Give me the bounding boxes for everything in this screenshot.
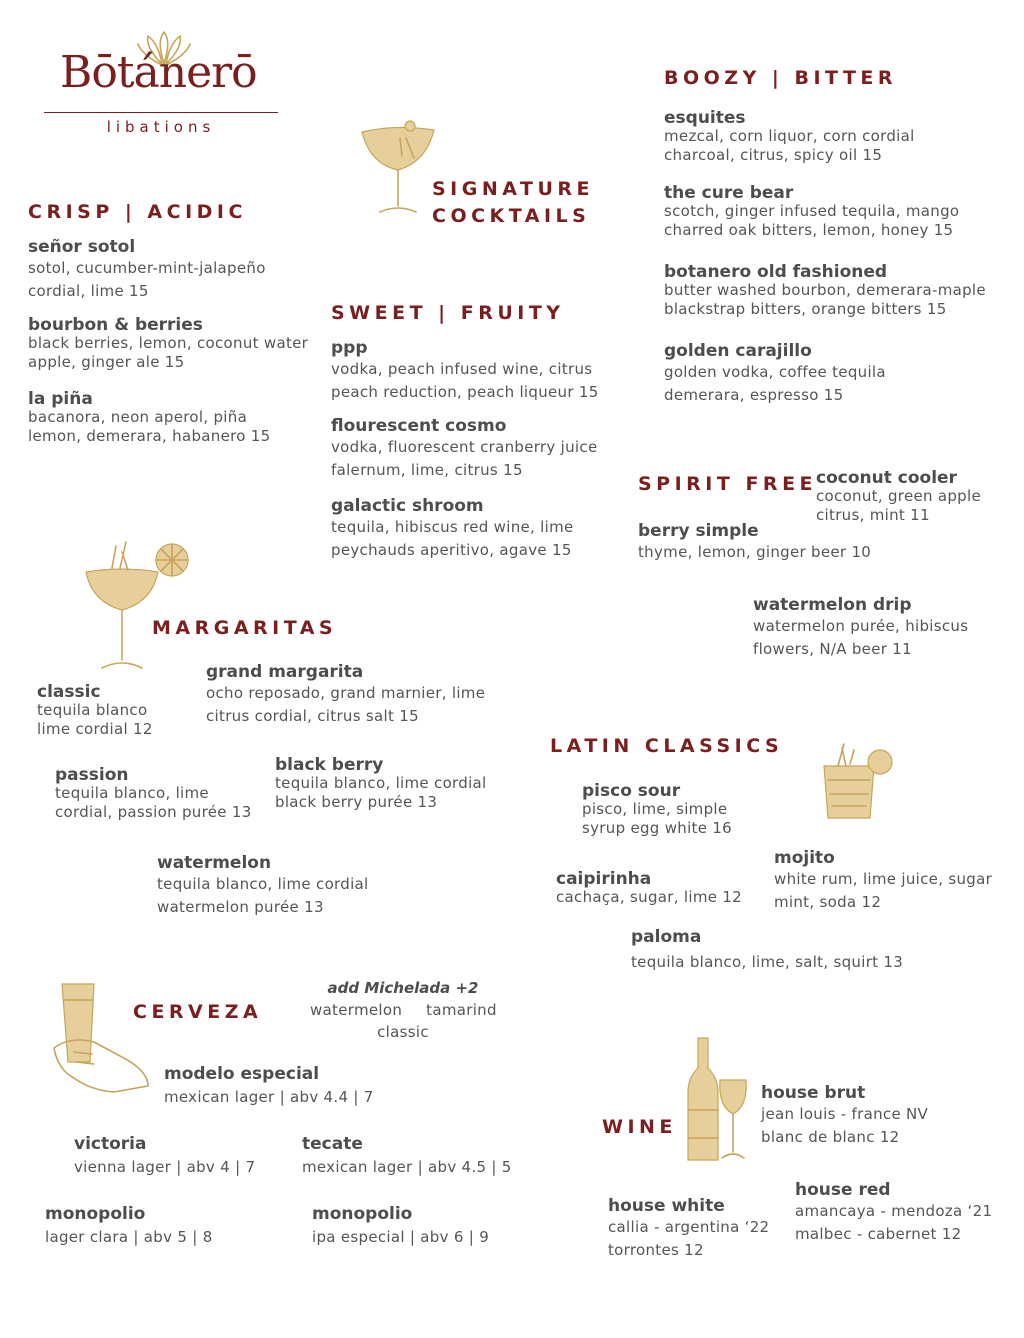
menu-item: house brut jean louis - france NV blanc de blanc 12 bbox=[761, 1083, 929, 1146]
menu-item: watermelon tequila blanco, lime cordial watermelon purée 13 bbox=[157, 853, 369, 916]
menu-item: house red amancaya - mendoza ‘21 malbec - cabernet 12 bbox=[795, 1180, 993, 1243]
section-title-cerveza: CERVEZA bbox=[133, 1001, 263, 1023]
menu-item: monopolio ipa especial | abv 6 | 9 bbox=[312, 1204, 490, 1246]
section-title-boozy: BOOZY | BITTER bbox=[664, 67, 898, 89]
menu-item: botanero old fashioned butter washed bourbon, demerara-maple blackstrap bitters, orange bitters 15 bbox=[664, 262, 986, 318]
menu-item: bourbon & berries black berries, lemon, coconut water apple, ginger ale 15 bbox=[28, 315, 309, 371]
menu-item: tecate mexican lager | abv 4.5 | 5 bbox=[302, 1134, 512, 1176]
menu-item: victoria vienna lager | abv 4 | 7 bbox=[74, 1134, 256, 1176]
menu-item: ppp vodka, peach infused wine, citrus peach reduction, peach liqueur 15 bbox=[331, 338, 599, 401]
section-title-latin: LATIN CLASSICS bbox=[550, 735, 784, 757]
beer-glass-hand-icon bbox=[50, 978, 154, 1096]
logo-divider bbox=[44, 112, 278, 113]
menu-item: passion tequila blanco, lime cordial, passion purée 13 bbox=[55, 765, 252, 821]
menu-item: berry simple thyme, lemon, ginger beer 10 bbox=[638, 521, 872, 561]
menu-item: la piña bacanora, neon aperol, piña lemon, demerara, habanero 15 bbox=[28, 389, 271, 445]
menu-item: pisco sour pisco, lime, simple syrup egg white 16 bbox=[582, 781, 733, 837]
menu-item: black berry tequila blanco, lime cordial black berry purée 13 bbox=[275, 755, 487, 811]
brand-name: Bōtánerō bbox=[60, 47, 257, 98]
section-title-signature: SIGNATURE COCKTAILS bbox=[432, 178, 594, 227]
margarita-glass-icon bbox=[82, 538, 194, 674]
menu-item: esquites mezcal, corn liquor, corn cordial charcoal, citrus, spicy oil 15 bbox=[664, 108, 915, 164]
section-title-spirit-free: SPIRIT FREE bbox=[638, 473, 818, 495]
menu-item: classic tequila blanco lime cordial 12 bbox=[37, 682, 153, 738]
michelada-note: add Michelada +2 watermelon tamarind classic bbox=[310, 979, 497, 1041]
rocks-glass-icon bbox=[818, 740, 896, 822]
menu-item: watermelon drip watermelon purée, hibiscus flowers, N/A beer 11 bbox=[753, 595, 969, 658]
menu-item: señor sotol sotol, cucumber-mint-jalapeño cordial, lime 15 bbox=[28, 237, 266, 300]
menu-item: coconut cooler coconut, green apple citrus, mint 11 bbox=[816, 468, 982, 524]
section-title-sweet: SWEET | FRUITY bbox=[331, 302, 565, 324]
menu-item: flourescent cosmo vodka, fluorescent cranberry juice falernum, lime, citrus 15 bbox=[331, 416, 598, 479]
section-title-wine: WINE bbox=[602, 1116, 677, 1138]
section-title-crisp: CRISP | ACIDIC bbox=[28, 201, 247, 223]
wine-bottle-glass-icon bbox=[686, 1034, 750, 1164]
menu-item: golden carajillo golden vodka, coffee tequila demerara, espresso 15 bbox=[664, 341, 886, 404]
menu-item: grand margarita ocho reposado, grand marnier, lime citrus cordial, citrus salt 15 bbox=[206, 662, 486, 725]
logo bbox=[44, 30, 278, 140]
section-title-margaritas: MARGARITAS bbox=[152, 617, 338, 639]
menu-item: paloma tequila blanco, lime, salt, squirt 13 bbox=[631, 927, 904, 971]
brand-tagline: libations bbox=[106, 118, 216, 136]
menu-item: monopolio lager clara | abv 5 | 8 bbox=[45, 1204, 213, 1246]
menu-item: mojito white rum, lime juice, sugar mint, soda 12 bbox=[774, 848, 993, 911]
menu-item: modelo especial mexican lager | abv 4.4 | 7 bbox=[164, 1064, 374, 1106]
menu-item: galactic shroom tequila, hibiscus red wine, lime peychauds aperitivo, agave 15 bbox=[331, 496, 574, 559]
coupe-glass-icon bbox=[356, 118, 440, 220]
menu-item: house white callia - argentina ‘22 torrontes 12 bbox=[608, 1196, 770, 1259]
menu-item: caipirinha cachaça, sugar, lime 12 bbox=[556, 869, 743, 906]
menu-item: the cure bear scotch, ginger infused tequila, mango charred oak bitters, lemon, honey 15 bbox=[664, 183, 960, 239]
